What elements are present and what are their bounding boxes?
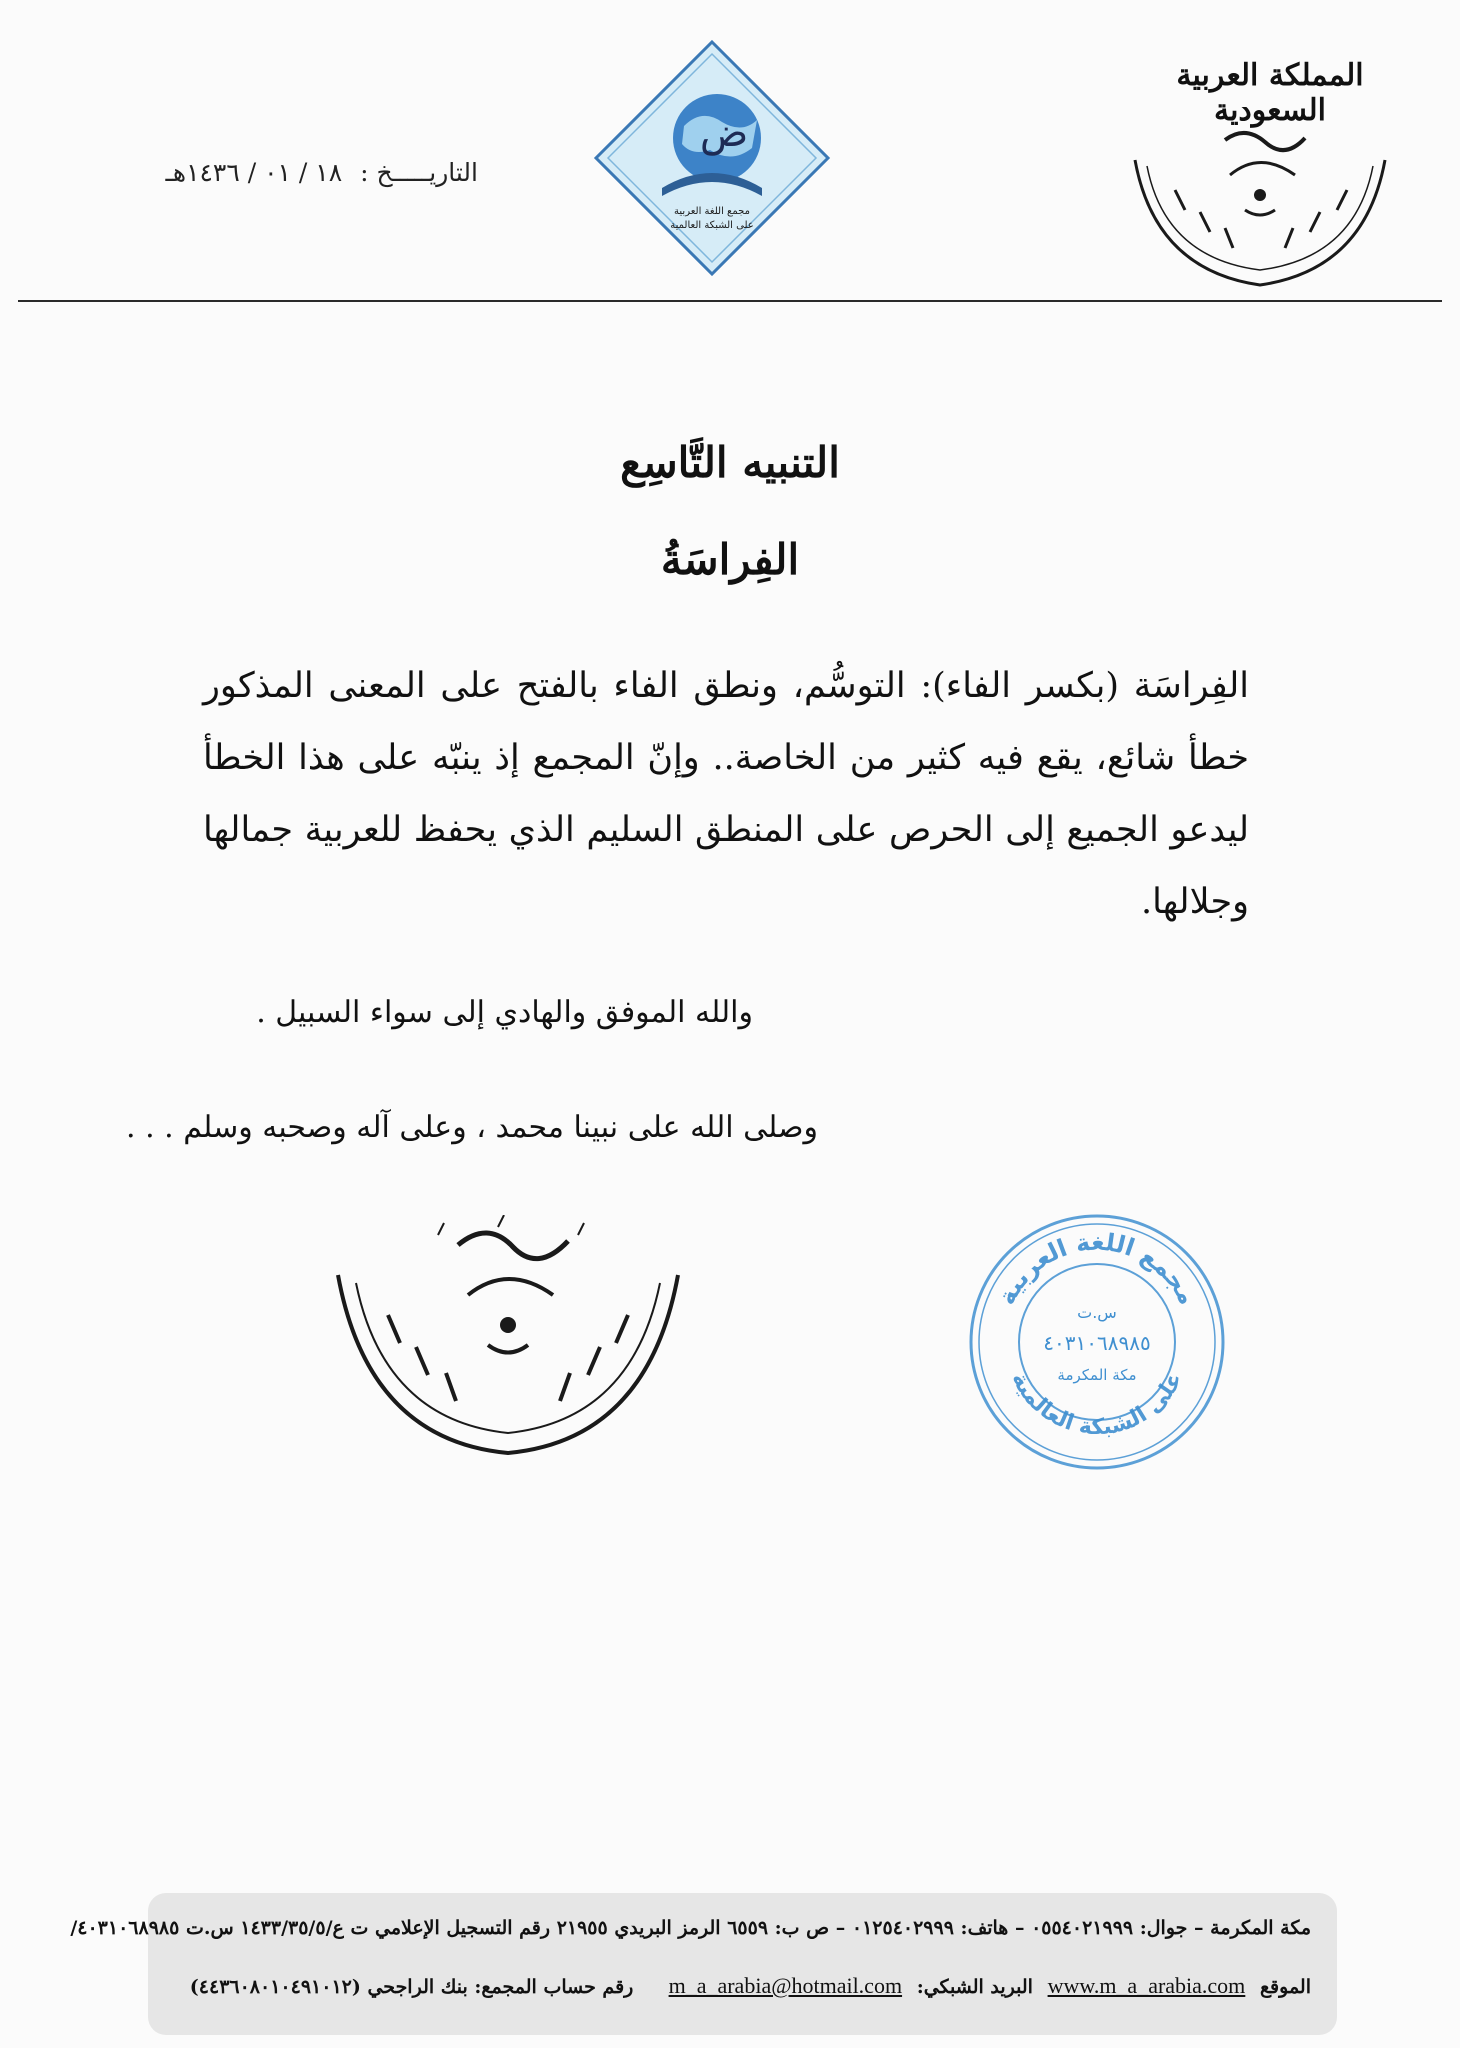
date-value: ١٨ / ٠١ / ١٤٣٦هـ [165, 158, 343, 187]
notice-title: التنبيه التَّاسِع [620, 438, 840, 487]
email-label: البريد الشبكي: [916, 1976, 1033, 1998]
official-stamp [965, 1210, 1230, 1475]
svg-text:على الشبكة العالمية: على الشبكة العالمية [1006, 1368, 1188, 1441]
svg-text:على الشبكة العالمية: على الشبكة العالمية [670, 220, 754, 231]
date-label: التاريـــــخ : [360, 158, 478, 187]
date-line [58, 158, 478, 187]
bank-account: رقم حساب المجمع: بنك الراجحي (٤٤٣٦٠٨٠١٠٤٩١٠١٢) [189, 1976, 634, 1998]
svg-text:ض: ض [699, 110, 749, 156]
closing-line-1: والله الموفق والهادي إلى سواء السبيل . [256, 995, 753, 1030]
academy-calligraphy-logo [1115, 120, 1405, 300]
svg-text:مكة المكرمة: مكة المكرمة [1057, 1366, 1137, 1384]
contact-footer [70, 1893, 1337, 2035]
notice-subtitle: الفِراسَةُ [660, 535, 800, 584]
svg-text:س.ت: س.ت [1077, 1303, 1117, 1322]
footer-address: مكة المكرمة – جوال: ٠٥٥٤٠٢١٩٩٩ – هاتف: ٠١٢٥٤٠٢٩٩٩ – ص ب: ٦٥٥٩ الرمز البريدي ٢١٩٥٥ رقم التسجيل الإعلامي ت ع/١٤٣٣/٣٥/٥ س.ت ٤٠٣١٠٦٨٩٨٥/ [70, 1917, 1311, 1939]
email-link[interactable]: m_a_arabia@hotmail.com [668, 1973, 903, 1998]
website-link[interactable]: www.m_a_arabia.com [1047, 1973, 1246, 1998]
header-divider [18, 300, 1442, 302]
svg-text:مجمع اللغة العربية: مجمع اللغة العربية [674, 206, 750, 217]
kingdom-heading: المملكة العربية السعودية [1176, 58, 1364, 128]
signature-calligraphy-logo [318, 1215, 698, 1465]
footer-contacts [190, 1973, 1311, 1999]
closing-line-2: وصلى الله على نبينا محمد ، وعلى آله وصحبه وسلم . . . [126, 1110, 818, 1145]
academy-emblem [592, 38, 832, 278]
notice-paragraph: الفِراسَة (بكسر الفاء): التوسُّم، ونطق الفاء بالفتح على المعنى المذكور خطأ شائع، يقع فيه كثير من الخاصة.. وإنّ المجمع إذ ينبّه على هذا الخطأ ليدعو الجميع إلى الحرص على المنطق السليم الذي يحفظ للعربية جمالها وجلالها. [203, 666, 1249, 922]
svg-text:مجمع اللغة العربية: مجمع اللغة العربية [992, 1227, 1202, 1310]
website-label: الموقع [1259, 1976, 1311, 1998]
svg-text:٤٠٣١٠٦٨٩٨٥: ٤٠٣١٠٦٨٩٨٥ [1043, 1331, 1151, 1355]
